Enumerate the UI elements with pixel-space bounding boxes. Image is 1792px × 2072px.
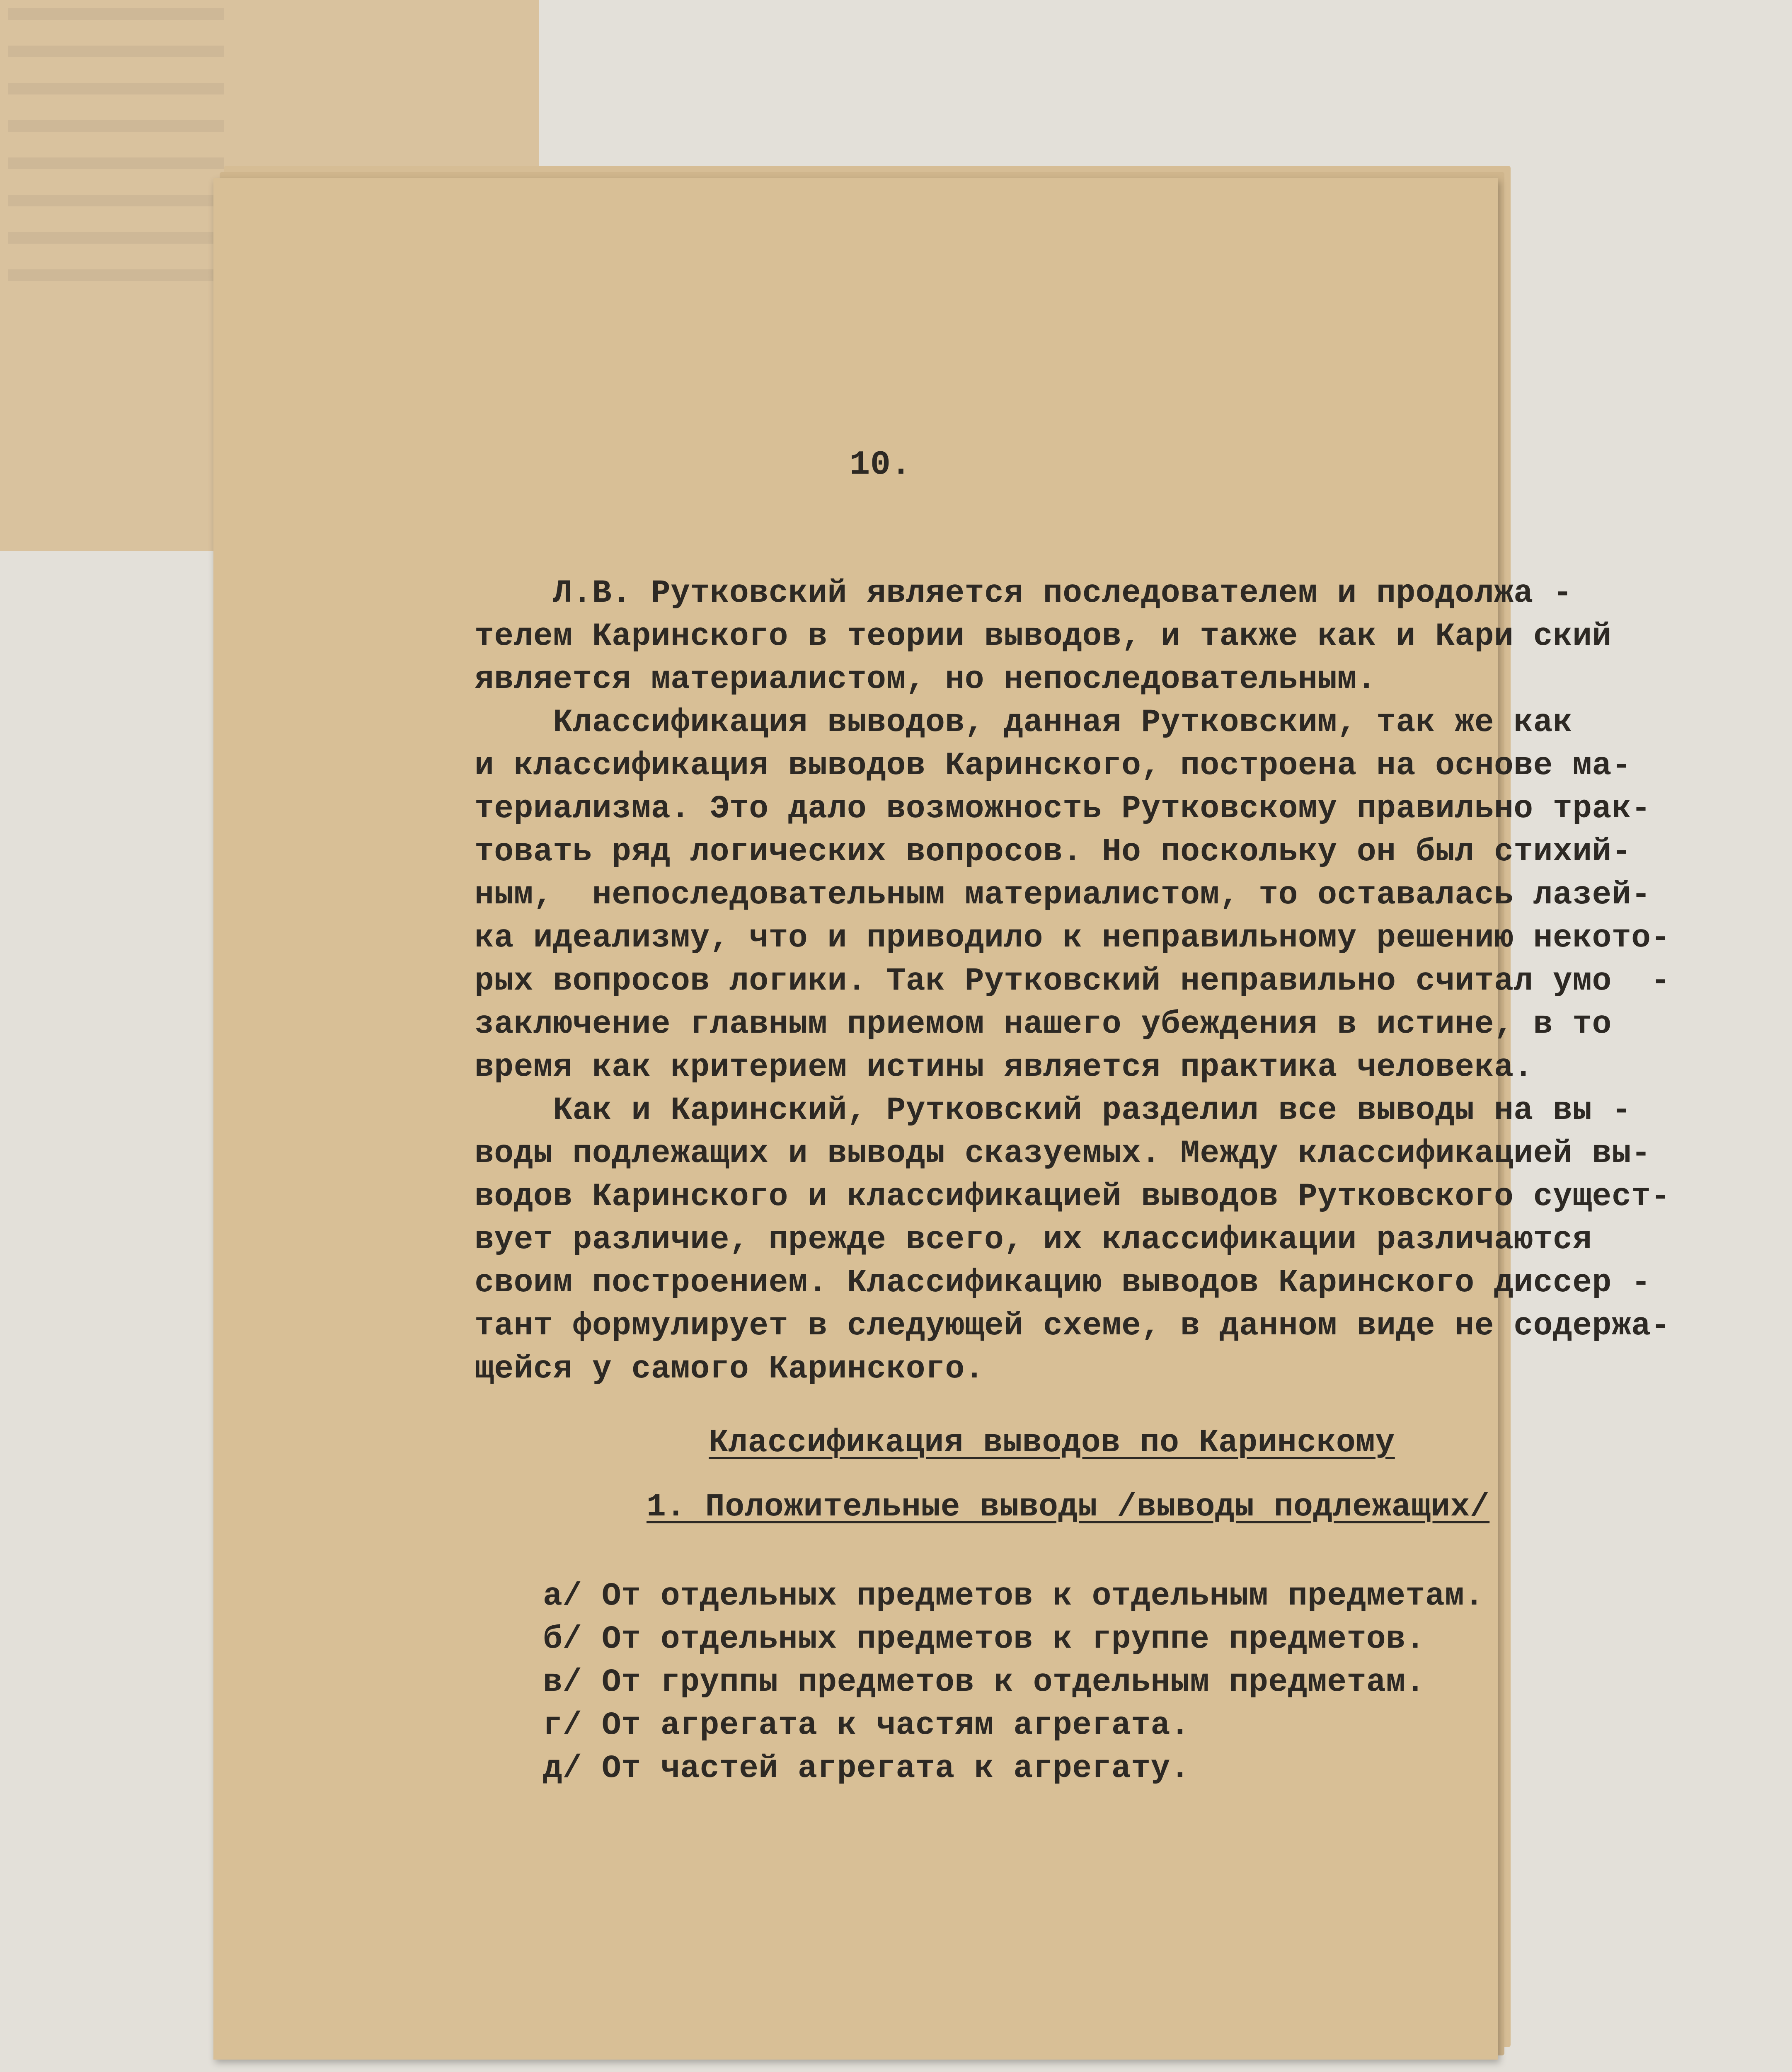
paragraph-line: своим построением. Классификацию выводов Каринского диссер -	[475, 1265, 1651, 1301]
paragraph-line: ка идеализму, что и приводило к неправильному решению некото-	[475, 920, 1671, 956]
list-item: г/ От агрегата к частям агрегата.	[543, 1707, 1190, 1744]
list-item: б/ От отдельных предметов к группе предметов.	[543, 1621, 1425, 1658]
paragraph-line: водов Каринского и классификацией выводов Рутковского сущест-	[475, 1179, 1671, 1215]
subsection-heading: 1. Положительные выводы /выводы подлежащих/	[647, 1489, 1490, 1525]
section-heading: Классификация выводов по Каринскому	[709, 1425, 1395, 1461]
paragraph-line: ным, непоследовательным материалистом, то оставалась лазей-	[475, 877, 1651, 913]
list-item: в/ От группы предметов к отдельным предметам.	[543, 1664, 1425, 1701]
background-sheet-bleed-through	[8, 8, 224, 282]
paragraph-line: является материалистом, но непоследовательным.	[475, 661, 1377, 698]
paragraph-line: териализма. Это дало возможность Рутковскому правильно трак-	[475, 791, 1651, 827]
paragraph-line: воды подлежащих и выводы сказуемых. Между классификацией вы-	[475, 1135, 1651, 1172]
paragraph-line: заключение главным приемом нашего убеждения в истине, в то	[475, 1006, 1612, 1043]
paragraph-line: Как и Каринский, Рутковский разделил все выводы на вы -	[475, 1092, 1632, 1129]
paragraph-line: и классификация выводов Каринского, построена на основе ма-	[475, 748, 1632, 784]
paragraph-line: Классификация выводов, данная Рутковским, так же как	[475, 704, 1573, 741]
list-item: а/ От отдельных предметов к отдельным предметам.	[543, 1578, 1484, 1615]
paragraph-line: время как критерием истины является практика человека.	[475, 1049, 1533, 1086]
paragraph-line: Л.В. Рутковский является последователем и продолжа -	[475, 575, 1573, 612]
paragraph-line: тант формулирует в следующей схеме, в данном виде не содержа-	[475, 1308, 1671, 1344]
paragraph-line: щейся у самого Каринского.	[475, 1351, 984, 1387]
paragraph-line: товать ряд логических вопросов. Но поскольку он был стихий-	[475, 834, 1632, 870]
paragraph-line: вует различие, прежде всего, их классификации различаются	[475, 1222, 1592, 1258]
paragraph-line: рых вопросов логики. Так Рутковский неправильно считал умо -	[475, 963, 1671, 1000]
page-number: 10.	[850, 445, 912, 484]
document-page	[213, 178, 1671, 2060]
paragraph-line: телем Каринского в теории выводов, и также как и Кари ский	[475, 618, 1612, 655]
list-item: д/ От частей агрегата к агрегату.	[543, 1750, 1190, 1787]
